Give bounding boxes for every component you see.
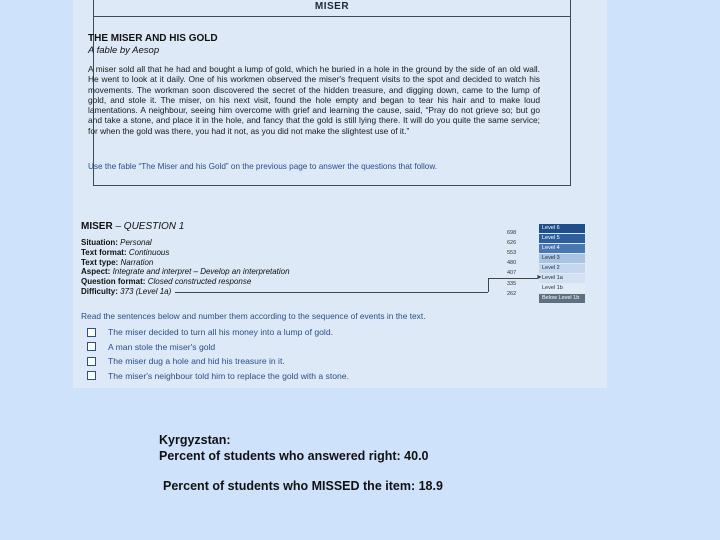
- story-header: MISER: [94, 0, 570, 17]
- meta-question-format: Question format: Closed constructed response: [81, 277, 252, 287]
- level-band: Level 6: [539, 224, 585, 233]
- option-text: The miser decided to turn all his money into a lump of gold.: [108, 327, 333, 338]
- list-item: [87, 369, 349, 384]
- scale-number: 262: [507, 291, 517, 297]
- scale-number: 407: [507, 270, 517, 276]
- level-band: Level 1a: [539, 274, 585, 283]
- list-item: [87, 325, 349, 340]
- scale-number: 553: [507, 250, 517, 256]
- task-instruction: Read the sentences below and number them according to the sequence of events in the text.: [81, 311, 426, 321]
- option-text: The miser's neighbour told him to replace the gold with a stone.: [108, 370, 349, 381]
- story-title: THE MISER AND HIS GOLD: [88, 33, 218, 44]
- level-band: Level 3: [539, 254, 585, 263]
- level-band: Below Level 1b: [539, 294, 585, 303]
- option-text: The miser dug a hole and hid his treasure in it.: [108, 356, 285, 367]
- meta-difficulty: Difficulty: 373 (Level 1a): [81, 286, 172, 296]
- caption-right: Percent of students who answered right: 40.0: [159, 449, 429, 463]
- story-text: A miser sold all that he had and bought a lump of gold, which he buried in a hole in the ground by the side of an old wall. He went to look at it daily. One of his workmen observed the miser's frequent visits to the spot and decided to watch his movements. The workman soon discovered the secret of the hidden treasure, and digging down, came to the lump of gold, and stole it. The miser, on his next visit, found the hole empty and began to tear his hair and to make loud lamentations. A neighbour, seeing him overcome with grief and learning the cause, said, “Pray do not grieve so; but go and take a stone, and place it in the hole, and fancy that the gold is still lying there. It will do you quite the same service; for when the gold was there, you had it not, as you did not make the slightest use of it.”: [88, 64, 540, 136]
- level-band: Level 4: [539, 244, 585, 253]
- meta-situation: Situation: Personal: [81, 238, 152, 247]
- difficulty-pointer-line: [488, 278, 538, 279]
- option-text: A man stole the miser's gold: [108, 341, 216, 352]
- caption-missed: Percent of students who MISSED the item: 18.9: [163, 479, 443, 493]
- meta-text-type: Text type: Narration: [81, 257, 154, 267]
- list-item: [87, 340, 349, 355]
- difficulty-pointer-line: [488, 278, 489, 292]
- meta-text-format: Text format: Continuous: [81, 247, 170, 257]
- scale-number: 626: [507, 240, 517, 246]
- question-unit: MISER: [81, 221, 113, 232]
- story-instruction: Use the fable “The Miser and his Gold” on the previous page to answer the questions that follow.: [88, 162, 438, 171]
- story-subtitle: A fable by Aesop: [88, 45, 160, 56]
- level-band: Level 5: [539, 234, 585, 243]
- caption-country: Kyrgyzstan:: [159, 433, 231, 447]
- question-title: [81, 221, 184, 232]
- scale-number: 480: [507, 260, 517, 266]
- question-meta: [81, 238, 290, 297]
- checkbox[interactable]: [87, 371, 96, 380]
- meta-aspect: Aspect: Integrate and interpret – Develop an interpretation: [81, 267, 290, 277]
- checkbox[interactable]: [87, 357, 96, 366]
- proficiency-scale: [507, 224, 587, 302]
- arrow-right-icon: ►: [536, 274, 543, 281]
- question-label: – QUESTION 1: [115, 221, 185, 232]
- checkbox[interactable]: [87, 328, 96, 337]
- document-page: [73, 0, 607, 388]
- difficulty-pointer-line: [175, 292, 488, 293]
- level-band: Level 1b: [539, 284, 585, 293]
- result-caption: [159, 432, 443, 494]
- checkbox[interactable]: [87, 342, 96, 351]
- scale-number: 698: [507, 230, 517, 236]
- scale-number: 335: [507, 281, 517, 287]
- answer-options: [87, 325, 349, 383]
- level-band: Level 2: [539, 264, 585, 273]
- list-item: [87, 354, 349, 369]
